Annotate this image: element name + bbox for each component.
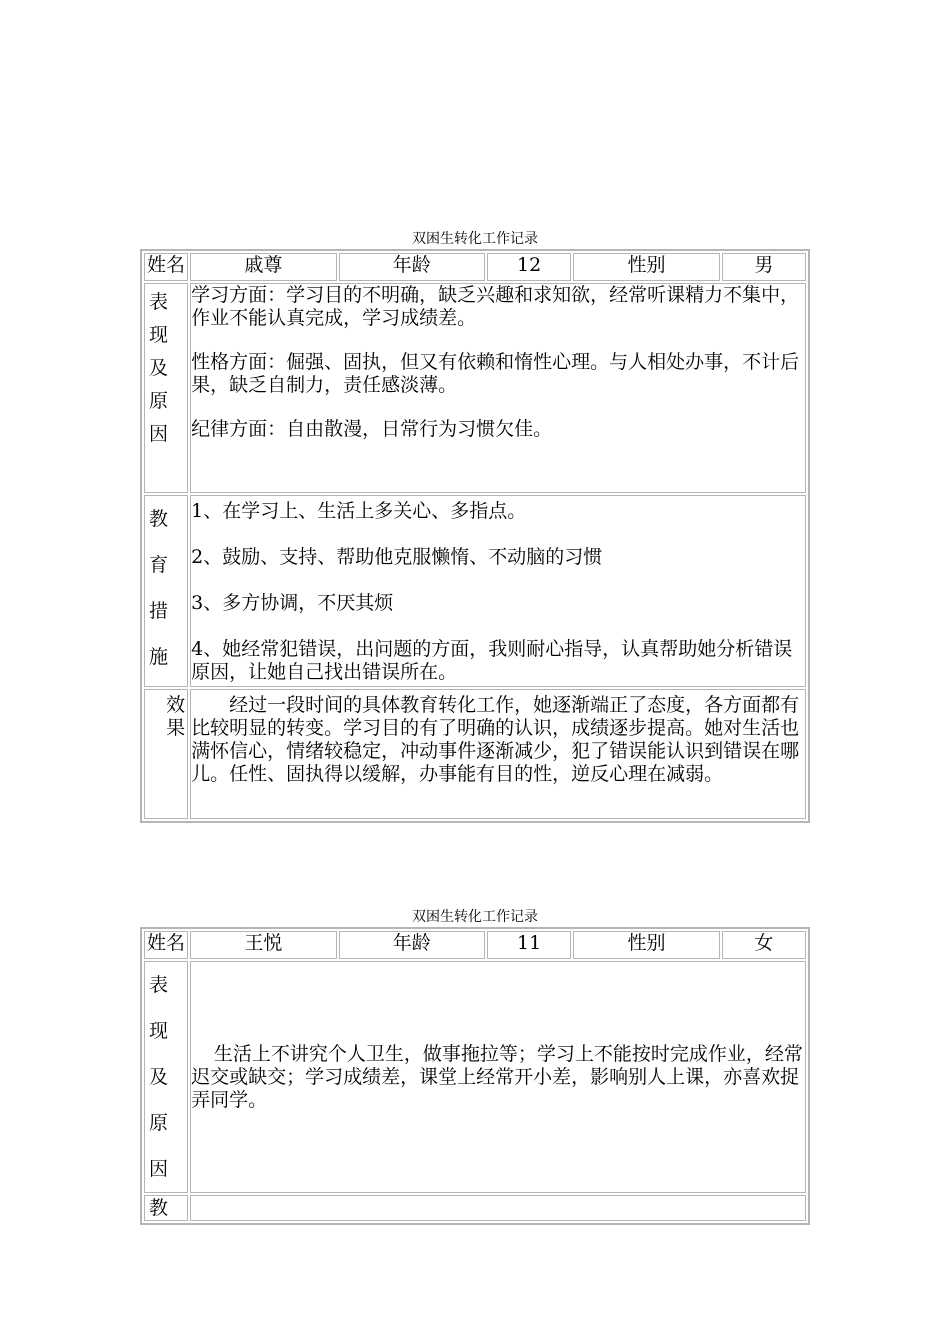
behavior-content (190, 961, 806, 1193)
record2-caption: 双困生转化工作记录 (412, 909, 538, 925)
measures-label: 教 育 措 施 (144, 495, 188, 687)
record1-measures-row (144, 495, 806, 687)
name-label: 姓名 (144, 931, 188, 959)
behavior-paragraph-character: 性格方面：倔强、固执，但又有依赖和惰性心理。与人相处办事，不计后果，缺乏自制力，责任感淡薄。 (191, 351, 800, 396)
age-label: 年龄 (339, 253, 485, 281)
measure-item: 3、多方协调，不厌其烦 (191, 592, 394, 614)
record1-effect-row (144, 689, 806, 819)
measure-item: 2、鼓励、支持、帮助他克服懒惰、不动脑的习惯 (191, 546, 603, 568)
record1-header-row (144, 253, 806, 281)
name-value: 戚尊 (190, 253, 336, 281)
measure-item: 1、在学习上、生活上多关心、多指点。 (191, 500, 527, 522)
measure-item: 4、她经常犯错误，出问题的方面，我则耐心指导，认真帮助她分析错误原因，让她自己找出错误所在。 (191, 638, 793, 683)
behavior-label: 表 现 及 原 因 (144, 283, 188, 493)
measures-content (190, 1195, 806, 1221)
behavior-paragraph-discipline: 纪律方面：自由散漫，日常行为习惯欠佳。 (191, 418, 553, 440)
gender-value: 男 (722, 253, 806, 281)
record1-behavior-row (144, 283, 806, 493)
behavior-label: 表 现 及 原 因 (144, 961, 188, 1193)
behavior-paragraph-study: 学习方面：学习目的不明确，缺乏兴趣和求知欲，经常听课精力不集中，作业不能认真完成，学习成绩差。 (191, 284, 800, 329)
measures-content (190, 495, 806, 687)
name-label: 姓名 (144, 253, 188, 281)
record2-measures-row (144, 1195, 806, 1221)
name-value: 王悦 (190, 931, 336, 959)
gender-value: 女 (722, 931, 806, 959)
behavior-text: 生活上不讲究个人卫生，做事拖拉等；学习上不能按时完成作业，经常迟交或缺交；学习成绩差，课堂上经常开小差，影响别人上课，亦喜欢捉弄同学。 (191, 1042, 803, 1111)
record2-header-row (144, 931, 806, 959)
gender-label: 性别 (573, 253, 719, 281)
effect-text: 经过一段时间的具体教育转化工作，她逐渐端正了态度，各方面都有比较明显的转变。学习目的有了明确的认识，成绩逐步提高。她对生活也满怀信心，情绪较稳定，冲动事件逐渐减少，犯了错误能认识到错误在哪儿。任性、固执得以缓解，办事能有目的性，逆反心理在减弱。 (191, 694, 800, 785)
record2-behavior-row (144, 961, 806, 1193)
effect-content (190, 689, 806, 819)
gender-label: 性别 (573, 931, 719, 959)
record2-table (140, 927, 810, 1225)
record1-caption: 双困生转化工作记录 (412, 231, 538, 247)
behavior-content (190, 283, 806, 493)
effect-label: 效 果 (144, 689, 188, 819)
age-value: 11 (487, 931, 571, 959)
age-label: 年龄 (339, 931, 485, 959)
record1-table (140, 249, 810, 823)
age-value: 12 (487, 253, 571, 281)
measures-label: 教 (144, 1195, 188, 1221)
